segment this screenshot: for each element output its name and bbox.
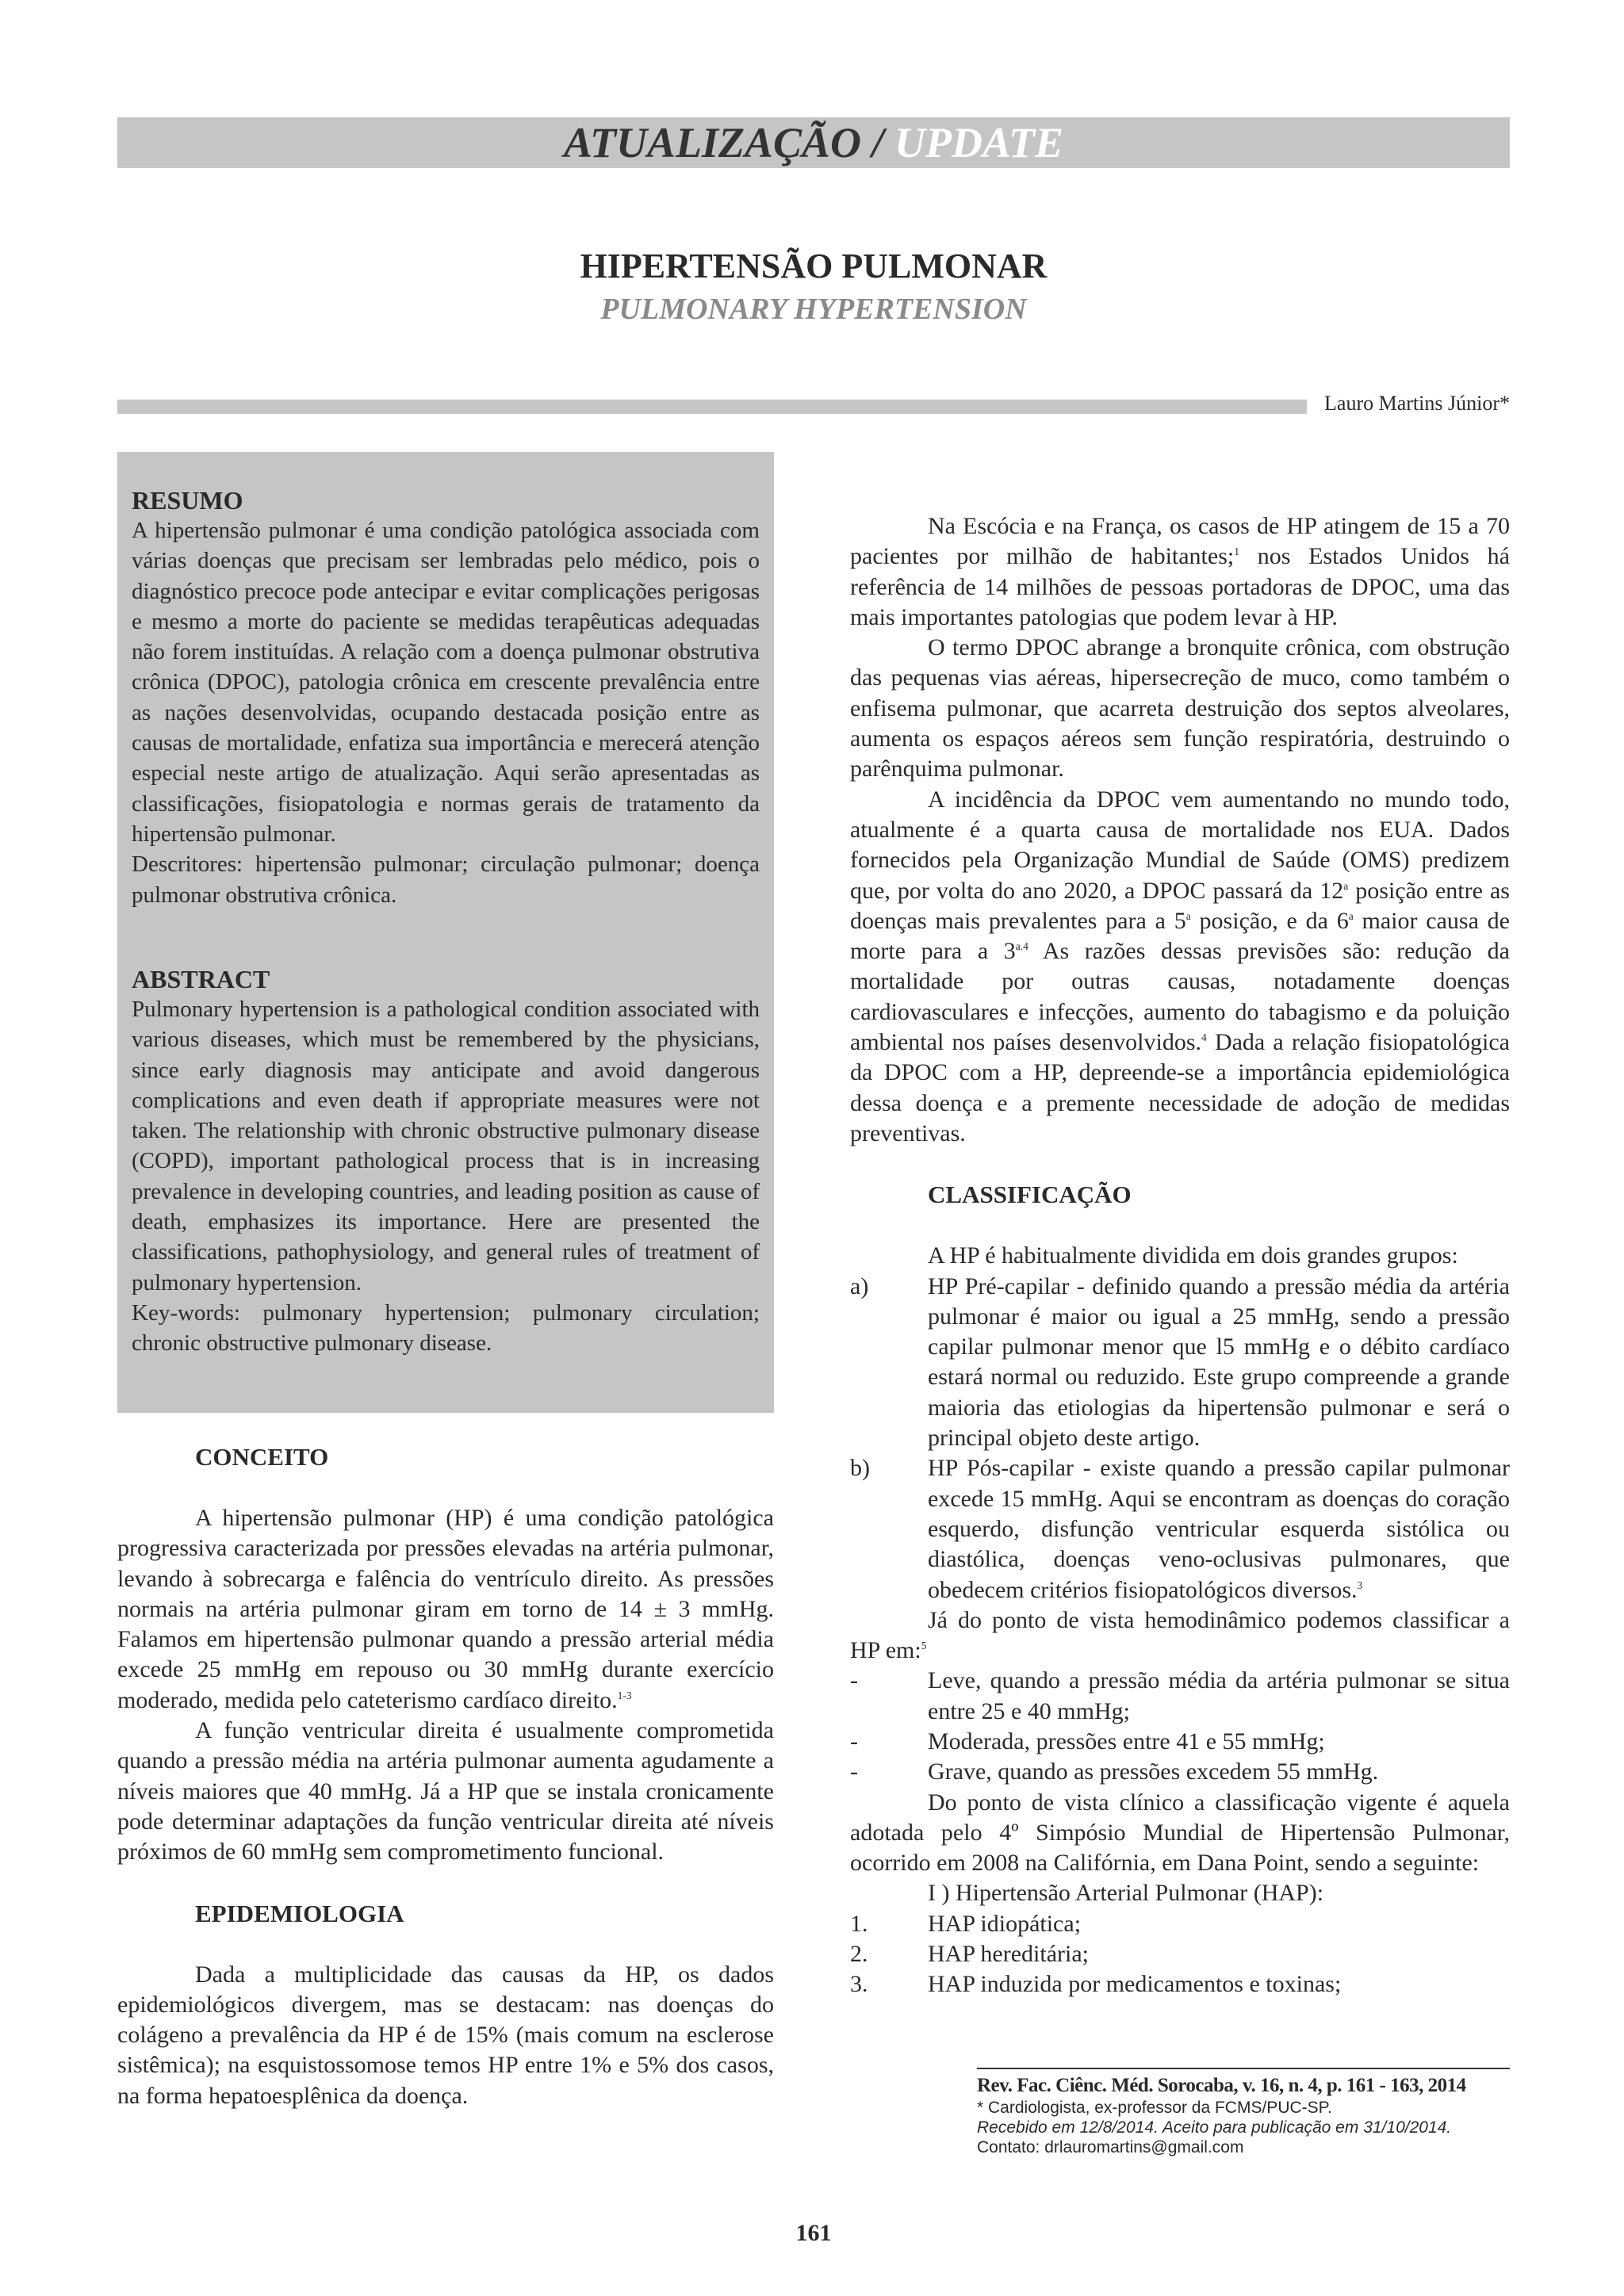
spacer bbox=[850, 1149, 1510, 1179]
page-number: 161 bbox=[795, 2220, 832, 2246]
abstract-text: Pulmonary hypertension is a pathological condition associated with various diseases, which must be remembered by the physicians, since early diagnosis may anticipate and avoid dangerous complications and even death if appropriate measures were not taken. The relationship with chronic obstructive pulmonary disease (COPD), important pathological process that is in increasing prevalence in developing countries, and leading position as cause of death, emphasizes its importance. Here are presented the classifications, pathophysiology, and general rules of treatment of pulmonary hypertension. bbox=[132, 997, 760, 1295]
hap-item-num: 2. bbox=[850, 1941, 868, 1968]
right-paragraph-3 bbox=[850, 785, 1510, 1150]
contact-email: Contato: drlauromartins@gmail.com bbox=[977, 2138, 1244, 2156]
hap-item-num: 3. bbox=[850, 1971, 868, 1998]
item-a-mark: a) bbox=[850, 1272, 869, 1299]
rp3-ref1: .4 bbox=[1020, 940, 1028, 953]
rp1-ref: 1 bbox=[1234, 545, 1239, 558]
rp3-c: posição, e da 6 bbox=[1190, 907, 1349, 934]
dash-mark: - bbox=[850, 1667, 858, 1694]
item-b-mark: b) bbox=[850, 1455, 870, 1482]
hap-item bbox=[850, 1909, 1510, 1939]
section-title bbox=[117, 117, 1510, 168]
dash-mark: - bbox=[850, 1758, 858, 1785]
article-title: HIPERTENSÃO PULMONAR bbox=[580, 247, 1048, 285]
conceito-heading: CONCEITO bbox=[195, 1443, 329, 1471]
author-name: Lauro Martins Júnior* bbox=[1324, 392, 1510, 415]
item-a-text: HP Pré-capilar - definido quando a pressão média da artéria pulmonar é maior ou igual a 25 mmHg, sendo a pressão capilar pulmonar menor que l5 mmHg e o débito cardíaco estará normal ou reduzido. Este grupo compreende a grande maioria das etiologias da hipertensão pulmonar e será o principal objeto deste artigo. bbox=[928, 1272, 1510, 1452]
right-column bbox=[850, 511, 1510, 2000]
abstract-box bbox=[117, 452, 774, 1413]
hemodinamico-paragraph bbox=[850, 1605, 1510, 1667]
leve-text: Leve, quando a pressão média da artéria pulmonar se situa entre 25 e 40 mmHg; bbox=[928, 1667, 1510, 1724]
abstract-heading: ABSTRACT bbox=[132, 965, 270, 993]
rp3-e: As razões dessas previsões são: redução da mortalidade por outras causas, notadamente doenças cardiovasculares e infecções, aumento do tabagismo e da poluição ambiental nos países desenvolvidos. bbox=[850, 938, 1510, 1056]
author-affiliation: * Cardiologista, ex-professor da FCMS/PUC-SP. bbox=[977, 2099, 1332, 2117]
spacer bbox=[850, 1211, 1510, 1241]
rp1-text-a: Na Escócia e na França, os casos de HP atingem de 15 a 70 pacientes por milhão de habitantes; bbox=[850, 513, 1510, 570]
epidemiologia-paragraph-1: Dada a multiplicidade das causas da HP, os dados epidemiológicos divergem, mas se destacam: nas doenças do colágeno a prevalência da HP é de 15% (mais comum na esclerose sistêmica); na esquistossomose temos HP entre 1% e 5% dos casos, na forma hepatoesplênica da doença. bbox=[117, 1961, 774, 2109]
conceito-paragraph-1 bbox=[117, 1503, 774, 1716]
classificacao-intro: A HP é habitualmente dividida em dois grandes grupos: bbox=[928, 1242, 1458, 1269]
abstract-keywords: Key-words: pulmonary hypertension; pulmonary circulation; chronic obstructive pulmonary disease. bbox=[132, 1299, 760, 1357]
spacer bbox=[117, 1868, 774, 1898]
rp3-f: Dada a relação fisiopatológica da DPOC com a HP, depreende-se a importância epidemiológica dessa doença e a premente necessidade de adoção de medidas preventivas. bbox=[850, 1029, 1510, 1146]
rp1-text-b: nos Estados Unidos há referência de 14 milhões de pessoas portadoras de DPOC, uma das mais importantes patologias que podem levar à HP. bbox=[850, 543, 1510, 630]
abstract-block bbox=[132, 964, 760, 1359]
group-title: I ) Hipertensão Arterial Pulmonar (HAP): bbox=[928, 1880, 1324, 1907]
rp3-sup3: a bbox=[1348, 909, 1354, 922]
journal-citation: Rev. Fac. Ciênc. Méd. Sorocaba, v. 16, n. 4, p. 161 - 163, 2014 bbox=[977, 2075, 1466, 2096]
conceito-p1-ref: 1-3 bbox=[617, 1689, 632, 1701]
classificacao-heading: CLASSIFICAÇÃO bbox=[928, 1181, 1132, 1209]
moderada-text: Moderada, pressões entre 41 e 55 mmHg; bbox=[928, 1728, 1325, 1755]
grave-text: Grave, quando as pressões excedem 55 mmHg. bbox=[928, 1758, 1379, 1785]
rp3-sup1: a bbox=[1343, 879, 1349, 892]
section-title-en: UPDATE bbox=[894, 119, 1064, 166]
rp3-sup2: a bbox=[1185, 909, 1191, 922]
rp3-sup4: a bbox=[1015, 940, 1021, 953]
left-column bbox=[117, 1441, 774, 2111]
classificacao-item-a bbox=[850, 1272, 1510, 1454]
author-bar bbox=[117, 400, 1307, 414]
dash-mark: - bbox=[850, 1728, 858, 1755]
hap-item-text: HAP hereditária; bbox=[928, 1941, 1089, 1968]
clinico-paragraph: Do ponto de vista clínico a classificação vigente é aquela adotada pelo 4º Simpósio Mundial de Hipertensão Pulmonar, ocorrido em 2008 na Califórnia, em Dana Point, sendo a seguinte: bbox=[850, 1789, 1510, 1877]
resumo-heading: RESUMO bbox=[132, 486, 243, 515]
hemo-ref: 5 bbox=[921, 1640, 927, 1652]
resumo-block bbox=[132, 485, 760, 910]
spacer bbox=[117, 1930, 774, 1960]
rp3-d: maior causa de morte para a 3 bbox=[850, 907, 1510, 965]
item-b-ref: 3 bbox=[1357, 1578, 1363, 1591]
hemo-text: Já do ponto de vista hemodinâmico podemos classificar a HP em: bbox=[850, 1606, 1510, 1664]
severity-grave bbox=[850, 1757, 1510, 1787]
hap-item-text: HAP idiopática; bbox=[928, 1910, 1082, 1937]
severity-moderada bbox=[850, 1727, 1510, 1757]
right-paragraph-1 bbox=[850, 511, 1510, 633]
resumo-text: A hipertensão pulmonar é uma condição patológica associada com várias doenças que precisam ser lembradas pelo médico, pois o diagnóstico precoce pode antecipar e evitar complicações perigosas e mesmo a morte do paciente se medidas terapêuticas adequadas não forem instituídas. A relação com a doença pulmonar obstrutiva crônica (DPOC), patologia crônica em crescente prevalência entre as nações desenvolvidas, ocupando destacada posição entre as causas de mortalidade, enfatiza sua importância e merecerá atenção especial neste artigo de atualização. Aqui serão apresentadas as classificações, fisiopatologia e normas gerais de tratamento da hipertensão pulmonar. bbox=[132, 518, 760, 847]
severity-leve bbox=[850, 1666, 1510, 1727]
footnote bbox=[977, 2074, 1532, 2157]
hap-item bbox=[850, 1939, 1510, 1969]
rp3-ref2: 4 bbox=[1201, 1031, 1207, 1044]
resumo-descritores: Descritores: hipertensão pulmonar; circulação pulmonar; doença pulmonar obstrutiva crônica. bbox=[132, 851, 760, 908]
item-b-text bbox=[928, 1453, 1510, 1605]
article-subtitle: PULMONARY HYPERTENSION bbox=[600, 293, 1027, 326]
hap-item bbox=[850, 1969, 1510, 1999]
footnote-rule bbox=[977, 2068, 1510, 2069]
right-paragraph-2: O termo DPOC abrange a bronquite crônica, com obstrução das pequenas vias aéreas, hipersecreção de muco, como também o enfisema pulmonar, que acarreta destruição dos septos alveolares, aumenta os espaços aéreos sem função respiratória, destruindo o parênquima pulmonar. bbox=[850, 634, 1510, 783]
rp3-b: posição entre as doenças mais prevalentes para a 5 bbox=[850, 877, 1510, 934]
spacer bbox=[117, 1473, 774, 1503]
item-b-body: HP Pós-capilar - existe quando a pressão capilar pulmonar excede 15 mmHg. Aqui se encontram as doenças do coração esquerdo, disfunção ventricular esquerda sistólica ou diastólica, doenças veno-oclusivas pulmonares, que obedecem critérios fisiopatológicos diversos. bbox=[928, 1455, 1510, 1603]
rp3-a: A incidência da DPOC vem aumentando no mundo todo, atualmente é a quarta causa de mortalidade nos EUA. Dados fornecidos pela Organização Mundial de Saúde (OMS) predizem que, por volta do ano 2020, a DPOC passará da 12 bbox=[850, 786, 1510, 904]
received-dates: Recebido em 12/8/2014. Aceito para publicação em 31/10/2014. bbox=[977, 2118, 1452, 2137]
epidemiologia-heading: EPIDEMIOLOGIA bbox=[195, 1899, 404, 1927]
section-title-pt: ATUALIZAÇÃO / bbox=[563, 119, 895, 166]
hap-item-num: 1. bbox=[850, 1910, 868, 1937]
hap-item-text: HAP induzida por medicamentos e toxinas; bbox=[928, 1971, 1342, 1998]
classificacao-item-b bbox=[850, 1453, 1510, 1605]
conceito-p1-text: A hipertensão pulmonar (HP) é uma condição patológica progressiva caracterizada por pressões elevadas na artéria pulmonar, levando à sobrecarga e falência do ventrículo direito. As pressões normais na artéria pulmonar giram em torno de 14 ± 3 mmHg. Falamos em hipertensão pulmonar quando a pressão arterial média excede 25 mmHg em repouso ou 30 mmHg durante exercício moderado, medida pelo cateterismo cardíaco direito. bbox=[117, 1505, 774, 1713]
conceito-paragraph-2: A função ventricular direita é usualmente comprometida quando a pressão média na artéria pulmonar aumenta agudamente a níveis maiores que 40 mmHg. Já a HP que se instala cronicamente pode determinar adaptações da função ventricular direita até níveis próximos de 60 mmHg sem comprometimento funcional. bbox=[117, 1717, 774, 1866]
